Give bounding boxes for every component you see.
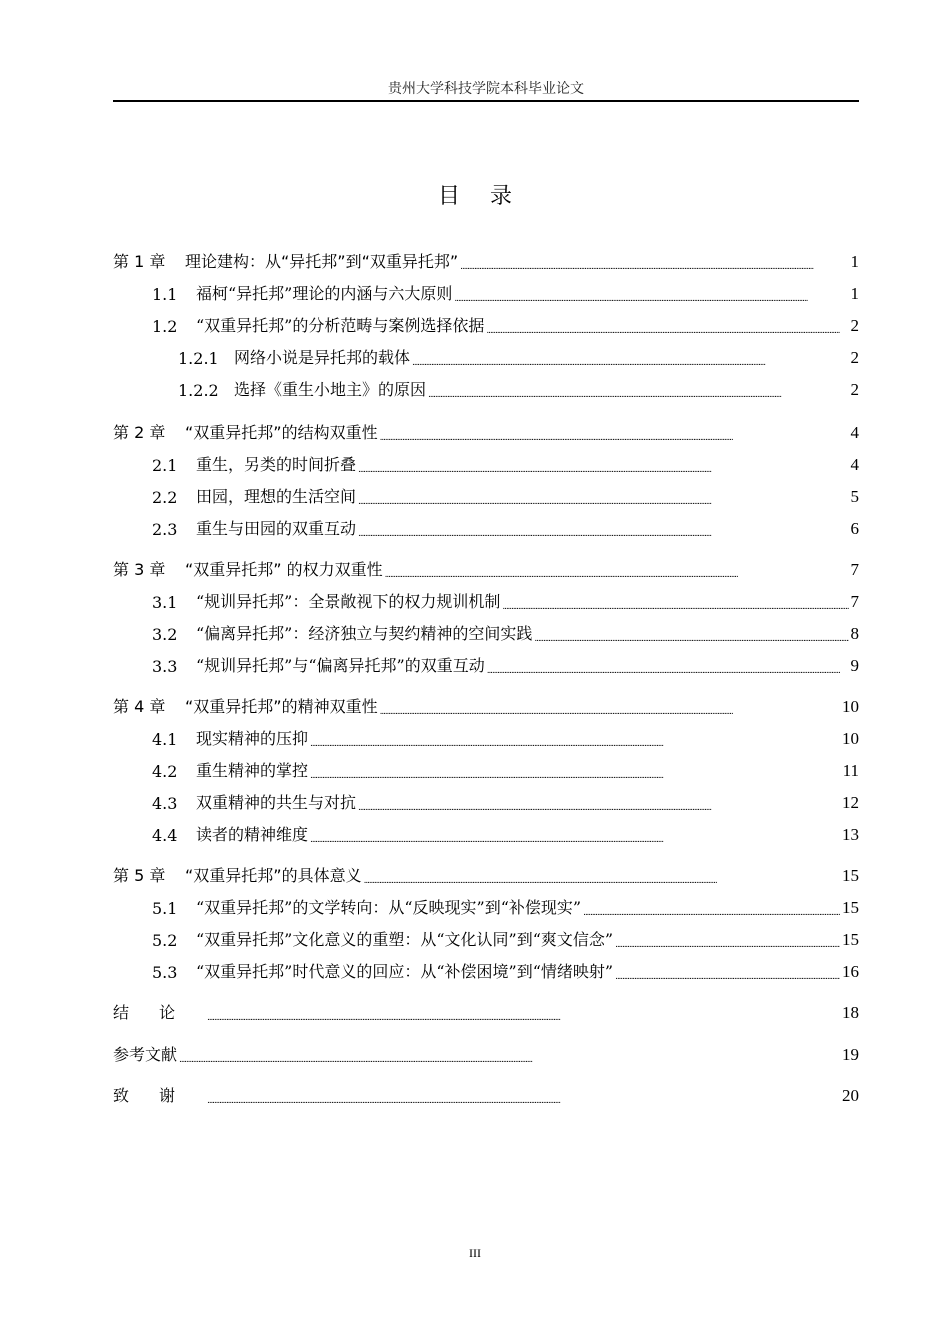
toc-page: 10 xyxy=(842,729,859,748)
toc-text: “双重异托邦”时代意义的回应：从“补偿困境”到“情绪映射” xyxy=(196,962,614,981)
toc-text: 重生与田园的双重互动 xyxy=(196,519,357,538)
toc-entry[interactable] xyxy=(113,344,859,368)
toc-text: 读者的精神维度 xyxy=(196,825,309,844)
toc-page: 9 xyxy=(850,656,859,675)
toc-entry[interactable] xyxy=(113,515,859,539)
toc-text: 理论建构：从“异托邦”到“双重异托邦” xyxy=(185,252,459,271)
page-number: III xyxy=(469,1246,481,1260)
toc-entry[interactable] xyxy=(113,652,859,676)
toc-text: “双重异托邦”文化意义的重塑：从“文化认同”到“爽文信念” xyxy=(196,930,614,949)
toc-page: 7 xyxy=(850,592,859,611)
toc-page: 19 xyxy=(842,1045,859,1064)
toc-entry[interactable] xyxy=(113,483,859,507)
toc-number: 5.2 xyxy=(152,931,178,950)
toc-entry[interactable] xyxy=(113,725,859,749)
toc-text: 选择《重生小地主》的原因 xyxy=(234,380,427,399)
dot-leader xyxy=(502,594,848,612)
toc-page: 4 xyxy=(850,423,859,442)
toc-text: “双重异托邦” 的权力双重性 xyxy=(185,560,383,579)
toc-number: 第 2 章 xyxy=(113,423,166,442)
toc-number: 1.1 xyxy=(152,285,178,304)
toc-entry[interactable] xyxy=(113,451,859,475)
toc-text: “双重异托邦”的结构双重性 xyxy=(185,423,378,442)
toc-entry[interactable] xyxy=(113,926,859,950)
toc-entry[interactable] xyxy=(113,1082,859,1106)
toc-entry[interactable] xyxy=(113,556,859,580)
dot-leader xyxy=(385,562,849,580)
toc-text: 重生，另类的时间折叠 xyxy=(196,455,357,474)
dot-leader xyxy=(179,1047,840,1065)
toc-entry[interactable] xyxy=(113,693,859,717)
toc-number: 5.1 xyxy=(152,899,178,918)
toc-number: 1.2 xyxy=(152,317,178,336)
toc-number: 4.3 xyxy=(152,794,178,813)
dot-leader xyxy=(358,489,848,507)
toc-number: 第 4 章 xyxy=(113,697,166,716)
toc-page: 11 xyxy=(842,761,859,780)
toc-text: “双重异托邦”的具体意义 xyxy=(185,866,362,885)
dot-leader xyxy=(380,699,840,717)
dot-leader xyxy=(615,964,840,982)
dot-leader xyxy=(487,658,849,676)
dot-leader xyxy=(583,900,840,918)
toc-entry[interactable] xyxy=(113,821,859,845)
toc-page: 1 xyxy=(850,284,859,303)
toc-entry[interactable] xyxy=(113,789,859,813)
toc-text: “规训异托邦”：全景敞视下的权力规训机制 xyxy=(196,592,501,611)
toc-text: 网络小说是异托邦的载体 xyxy=(234,348,411,367)
toc-entry[interactable] xyxy=(113,862,859,886)
toc-number: 4.4 xyxy=(152,826,178,845)
header-rule xyxy=(113,100,859,102)
dot-leader xyxy=(207,1005,840,1023)
toc-entry[interactable] xyxy=(113,248,859,272)
toc-page: 8 xyxy=(850,624,859,643)
toc-text: 参考文献 xyxy=(113,1045,178,1064)
dot-leader xyxy=(207,1088,840,1106)
toc-page: 15 xyxy=(842,930,859,949)
toc-page: 5 xyxy=(850,487,859,506)
toc-text: 现实精神的压抑 xyxy=(196,729,309,748)
toc-number: 2.1 xyxy=(152,456,178,475)
dot-leader xyxy=(412,350,848,368)
toc-page: 20 xyxy=(842,1086,859,1105)
toc-entry[interactable] xyxy=(113,958,859,982)
toc-text: 田园，理想的生活空间 xyxy=(196,487,357,506)
dot-leader xyxy=(310,731,840,749)
toc-page: 15 xyxy=(842,898,859,917)
dot-leader xyxy=(364,868,840,886)
dot-leader xyxy=(534,626,848,644)
toc-number: 5.3 xyxy=(152,963,178,982)
toc-entry[interactable] xyxy=(113,620,859,644)
toc-page: 10 xyxy=(842,697,859,716)
dot-leader xyxy=(380,425,849,443)
toc-entry[interactable] xyxy=(113,894,859,918)
toc-number: 1.2.1 xyxy=(178,349,219,368)
running-header: 贵州大学科技学院本科毕业论文 xyxy=(388,81,584,97)
toc-text: “双重异托邦”的分析范畴与案例选择依据 xyxy=(196,316,485,335)
toc-page: 13 xyxy=(842,825,859,844)
dot-leader xyxy=(358,521,848,539)
toc-entry[interactable] xyxy=(113,588,859,612)
toc-page: 6 xyxy=(850,519,859,538)
toc-entry[interactable] xyxy=(113,1041,859,1065)
toc-page: 15 xyxy=(842,866,859,885)
toc-number: 3.2 xyxy=(152,625,178,644)
toc-page: 1 xyxy=(850,252,859,271)
toc-text: 结论 xyxy=(113,1003,206,1022)
toc-text: “偏离异托邦”：经济独立与契约精神的空间实践 xyxy=(196,624,533,643)
toc-number: 2.2 xyxy=(152,488,178,507)
toc-number: 第 5 章 xyxy=(113,866,166,885)
dot-leader xyxy=(486,318,848,336)
toc-entry[interactable] xyxy=(113,419,859,443)
dot-leader xyxy=(358,457,848,475)
toc-text: “双重异托邦”的精神双重性 xyxy=(185,697,378,716)
toc-page: 18 xyxy=(842,1003,859,1022)
toc-page: 2 xyxy=(850,380,859,399)
toc-number: 第 3 章 xyxy=(113,560,166,579)
toc-entry[interactable] xyxy=(113,999,859,1023)
toc-entry[interactable] xyxy=(113,376,859,400)
toc-page: 4 xyxy=(850,455,859,474)
toc-title: 目录 xyxy=(437,184,542,209)
toc-text: 致谢 xyxy=(113,1086,206,1105)
toc-text: “规训异托邦”与“偏离异托邦”的双重互动 xyxy=(196,656,485,675)
toc-entry[interactable] xyxy=(113,757,859,781)
toc-text: “双重异托邦”的文学转向：从“反映现实”到“补偿现实” xyxy=(196,898,582,917)
toc-entry[interactable] xyxy=(113,280,859,304)
toc-number: 2.3 xyxy=(152,520,178,539)
toc-number: 第 1 章 xyxy=(113,252,166,271)
toc-text: 双重精神的共生与对抗 xyxy=(196,793,357,812)
toc-text: 福柯“异托邦”理论的内涵与六大原则 xyxy=(196,284,453,303)
dot-leader xyxy=(454,286,848,304)
toc-number: 3.3 xyxy=(152,657,178,676)
dot-leader xyxy=(358,795,840,813)
dot-leader xyxy=(428,382,848,400)
toc-number: 1.2.2 xyxy=(178,381,219,400)
toc-page: 2 xyxy=(850,348,859,367)
dot-leader xyxy=(310,827,840,845)
toc-number: 4.2 xyxy=(152,762,178,781)
toc-page: 16 xyxy=(842,962,859,981)
dot-leader xyxy=(460,254,848,272)
dot-leader xyxy=(615,932,840,950)
toc-page: 7 xyxy=(850,560,859,579)
toc-entry[interactable] xyxy=(113,312,859,336)
dot-leader xyxy=(310,763,841,781)
toc-page: 12 xyxy=(842,793,859,812)
toc-text: 重生精神的掌控 xyxy=(196,761,309,780)
toc-number: 3.1 xyxy=(152,593,178,612)
toc-number: 4.1 xyxy=(152,730,178,749)
toc-page: 2 xyxy=(850,316,859,335)
